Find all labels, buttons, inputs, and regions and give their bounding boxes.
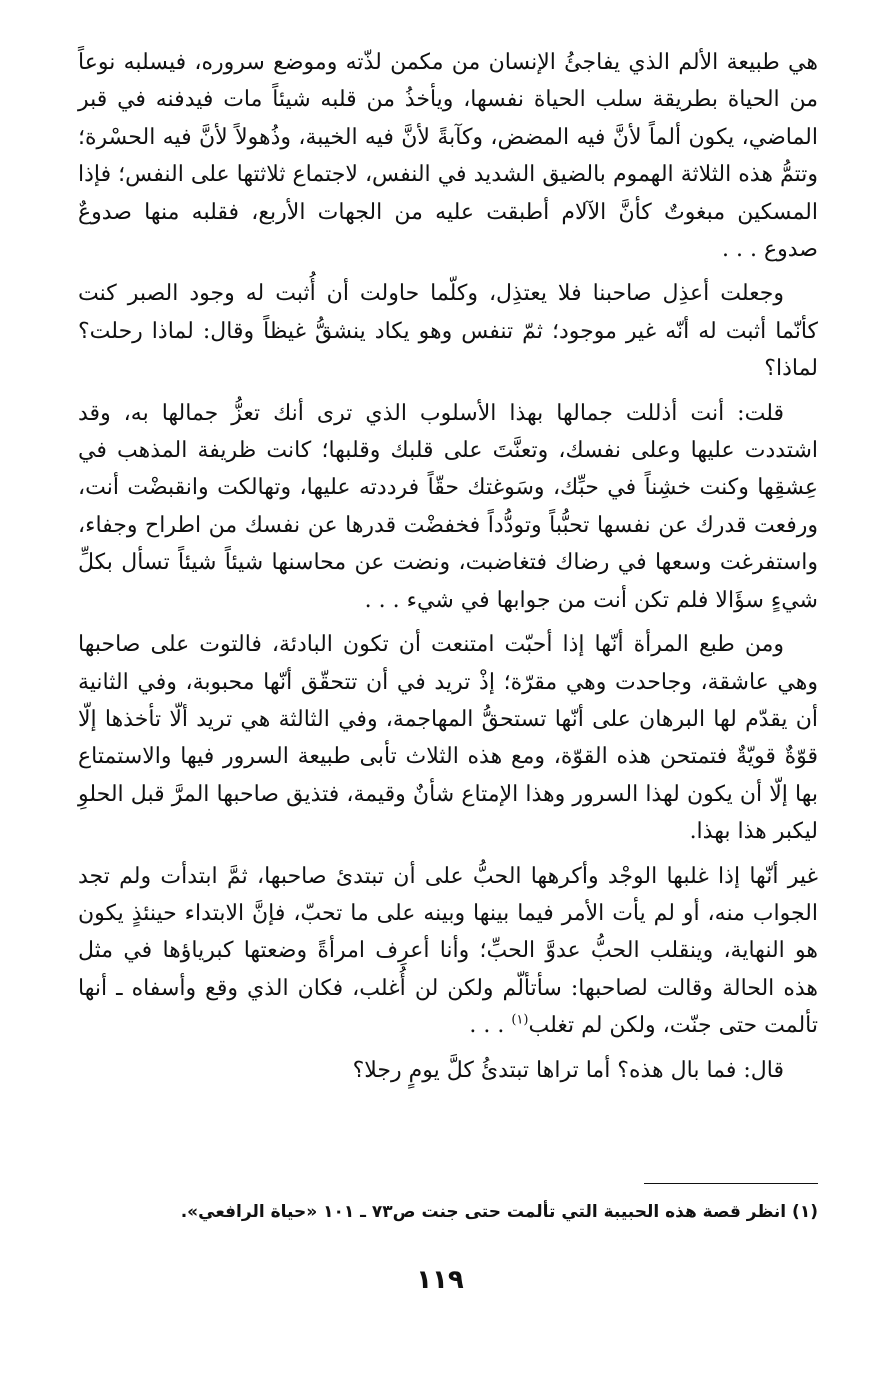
footnote-reference: (١) xyxy=(511,1012,529,1028)
paragraph-5: غير أنّها إذا غلبها الوجْد وأكرهها الحبُّ على أن تبتدئ صاحبها، ثمَّ ابتدأت ولم تجد الجواب منه، أو لم يأت الأمر فيما بينها وبينه على ما تحبّ، فإنَّ الابتداء حينئذٍ يكون هو النهاية، وينقلب الحبُّ عدوَّ الحبِّ؛ وأنا أعرِف امرأةً وضعتها كبرياؤها في مثل هذه الحالة وقالت لصاحبها: سأتألّم ولكن لن أُغلب، فكان الذي وقع وأسفاه ـ أنها تألمت حتى جنّت، ولكن لم تغلب xyxy=(78,863,818,1039)
paragraph-5-wrapper xyxy=(78,858,818,1045)
paragraph-1: هي طبيعة الألم الذي يفاجئُ الإنسان من مكمن لذّته وموضع سروره، فيسلبه نوعاً من الحياة بطريقة سلب الحياة نفسها، ويأخذُ من قلبه شيئاً مات فيدفنه في قبر الماضي، يكون ألماً لأنَّ فيه المضض، وكآبةً لأنَّ فيه الخيبة، وذُهولاً لأنَّ فيه الحسْرة؛ وتتمُّ هذه الثلاثة الهموم بالضيق الشديد في النفس، لاجتماع ثلاثتها على النفس؛ فإذا المسكين مبغوتٌ كأنَّ الآلام أطبقت عليه من الجهات الأربع، فقلبه منها صدوعٌ صدوع . . . xyxy=(78,50,819,263)
footnote: (١) انظر قصة هذه الحبيبة التي تألمت حتى جنت ص٧٣ ـ ١٠١ «حياة الرافعي». xyxy=(180,1202,818,1222)
paragraph-3: قلت: أنت أذللت جمالها بهذا الأسلوب الذي ترى أنك تعزُّ جمالها به، وقد اشتددت عليها وعلى نفسك، وتعنَّتَ على قلبك وقلبها؛ كانت ظريفة المذهب في عِشقِها وكنت خشِناً في حبِّك، وسَوغتك حقّاً فرددته عليها، وتهالكت وانقبضْت أنت، ورفعت قدرك عن نفسها تحبُّباً وتودُّداً فخفضْت قدرها عن نفسك من اطراح وجفاء، واستفرغت وسعها في رضاك فتغاضبت، ونضت عن محاسنها شيئاً شيئاً تسأل بكلِّ شيءٍ سؤَالا فلم تكن أنت من جوابها في شيء . . . xyxy=(78,400,818,613)
footnote-divider xyxy=(644,1183,818,1184)
page-number: ١١٩ xyxy=(416,1265,464,1295)
paragraph-6: قال: فما بال هذه؟ أما تراها تبتدئُ كلَّ يومٍ رجلا؟ xyxy=(352,1057,784,1083)
paragraph-2: وجعلت أعذِل صاحبنا فلا يعتذِل، وكلّما حاولت أن أُثبت له وجود الصبر كنت كأنّما أثبت له أنّه غير موجود؛ ثمّ تنفس وهو يكاد ينشقُّ غيظاً وقال: لماذا رحلت؟ لماذا؟ xyxy=(78,281,818,382)
main-text xyxy=(78,44,818,1096)
paragraph-4: ومن طبع المرأة أنّها إذا أحبّت امتنعت أن تكون البادئة، فالتوت على صاحبها وهي عاشقة، وجاحدت وهي مقرّة؛ إذْ تريد في أن تتحقّق أنّها محبوبة، وفي الثانية أن يقدّم لها البرهان على أنّها تستحقُّ المهاجمة، وفي الثالثة هي تريد ألّا تأخذها إلّا قوّةٌ قويّةٌ فتمتحن هذه القوّة، ومع هذه الثلاث تأبى طبيعة السرور فيها والاستمتاع بها إلّا أن يكون لهذا السرور وهذا الإمتاع شأنٌ وقيمة، فتذيق صاحبها المرَّ قبل الحلوِ ليكبر هذا بهذا. xyxy=(78,632,819,845)
paragraph-5-ellipsis: . . . xyxy=(469,1013,512,1039)
